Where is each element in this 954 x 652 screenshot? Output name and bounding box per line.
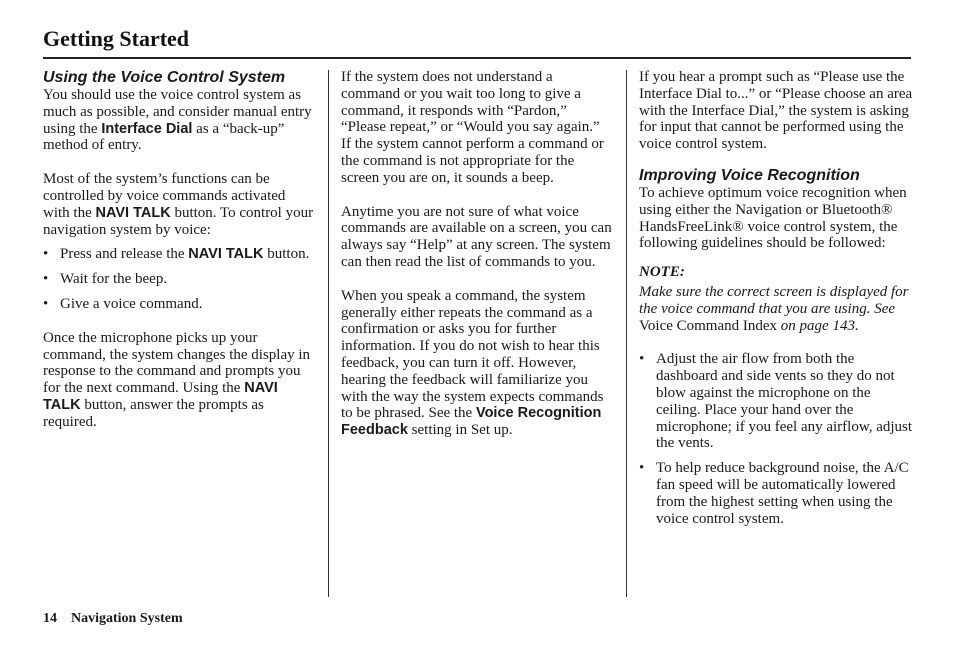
paragraph: Most of the system’s functions can be controlled by voice commands activated with the NAVI TALK button. To control your navigation system by voice: (43, 171, 314, 238)
keyword-voice-recognition-feedback: Voice Recognition Feedback (341, 405, 602, 439)
paragraph: Anytime you are not sure of what voice commands are available on a screen, you can always say “Help” at any screen. The system can then read the list of commands to you. (341, 203, 612, 270)
column-divider-1 (328, 70, 329, 597)
bullet-list (43, 246, 315, 312)
column-1 (43, 69, 315, 431)
paragraph: You should use the voice control system as much as possible, and consider manual entry using the Interface Dial as a “back-up” method of entry. (43, 87, 312, 154)
paragraph: To achieve optimum voice recognition when using either the Navigation or Bluetooth® HandsFreeLink® voice control system, the following guidelines should be followed: (639, 184, 907, 252)
paragraph: Once the microphone picks up your command, the system changes the display in response to the command and prompts you for the next command. Using the NAVI TALK button, answer the prompts as required. (43, 329, 311, 430)
paragraph: If the system does not understand a command or you wait too long to give a command, it responds with “Pardon,” “Please repeat,” or “Would you say again.” If the system cannot perform a command or the command is not appropriate for the screen you are on, it sounds a beep. (341, 69, 604, 186)
note-label: NOTE: (639, 264, 685, 281)
column-3 (639, 69, 915, 535)
section-heading-voice-control: Using the Voice Control System (43, 69, 286, 86)
keyword-interface-dial: Interface Dial (101, 120, 193, 137)
paragraph: When you speak a command, the system generally either repeats the command as a confirmation or asks you for further information. If you do not wish to hear this feedback, you can turn it off. However, hearing the feedback will familiarize you with the way the system expects commands to be phrased. See the Voice Recognition Feedback setting in Set up. (341, 287, 604, 439)
paragraph: If you hear a prompt such as “Please use the Interface Dial to...” or “Please choose an area with the Interface Dial,” the system is asking for input that cannot be performed using the voice control system. (639, 69, 913, 153)
column-2 (341, 69, 613, 439)
list-item: • Adjust the air flow from both the dashboard and side vents so they do not blow against the microphone on the ceiling. Place your hand over the microphone; if you feel any airflow, adjust the vents. (639, 351, 915, 452)
note-text: Make sure the correct screen is displayed for the voice command that you are using. See Voice Command Index on page 143. (639, 283, 909, 334)
reference-voice-command-index: Voice Command Index (639, 317, 778, 334)
section-heading-improving-recognition: Improving Voice Recognition (639, 166, 860, 184)
keyword-navi-talk: NAVI TALK (95, 204, 171, 221)
keyword-navi-talk: NAVI TALK (43, 380, 278, 413)
page-title: Getting Started (43, 26, 190, 51)
page-footer (43, 611, 183, 627)
list-item: • Press and release the NAVI TALK button. (43, 246, 315, 263)
list-item: • To help reduce background noise, the A/C fan speed will be automatically lowered from the highest setting when using the voice control system. (639, 460, 915, 527)
footer-section-name: Navigation System (71, 611, 183, 626)
page-number: 14 (43, 611, 57, 626)
list-item: • Give a voice command. (43, 296, 315, 313)
bullet-list (639, 351, 915, 527)
keyword-navi-talk: NAVI TALK (188, 246, 264, 263)
list-item: • Wait for the beep. (43, 271, 315, 288)
column-divider-2 (626, 70, 627, 597)
title-divider (43, 57, 911, 59)
